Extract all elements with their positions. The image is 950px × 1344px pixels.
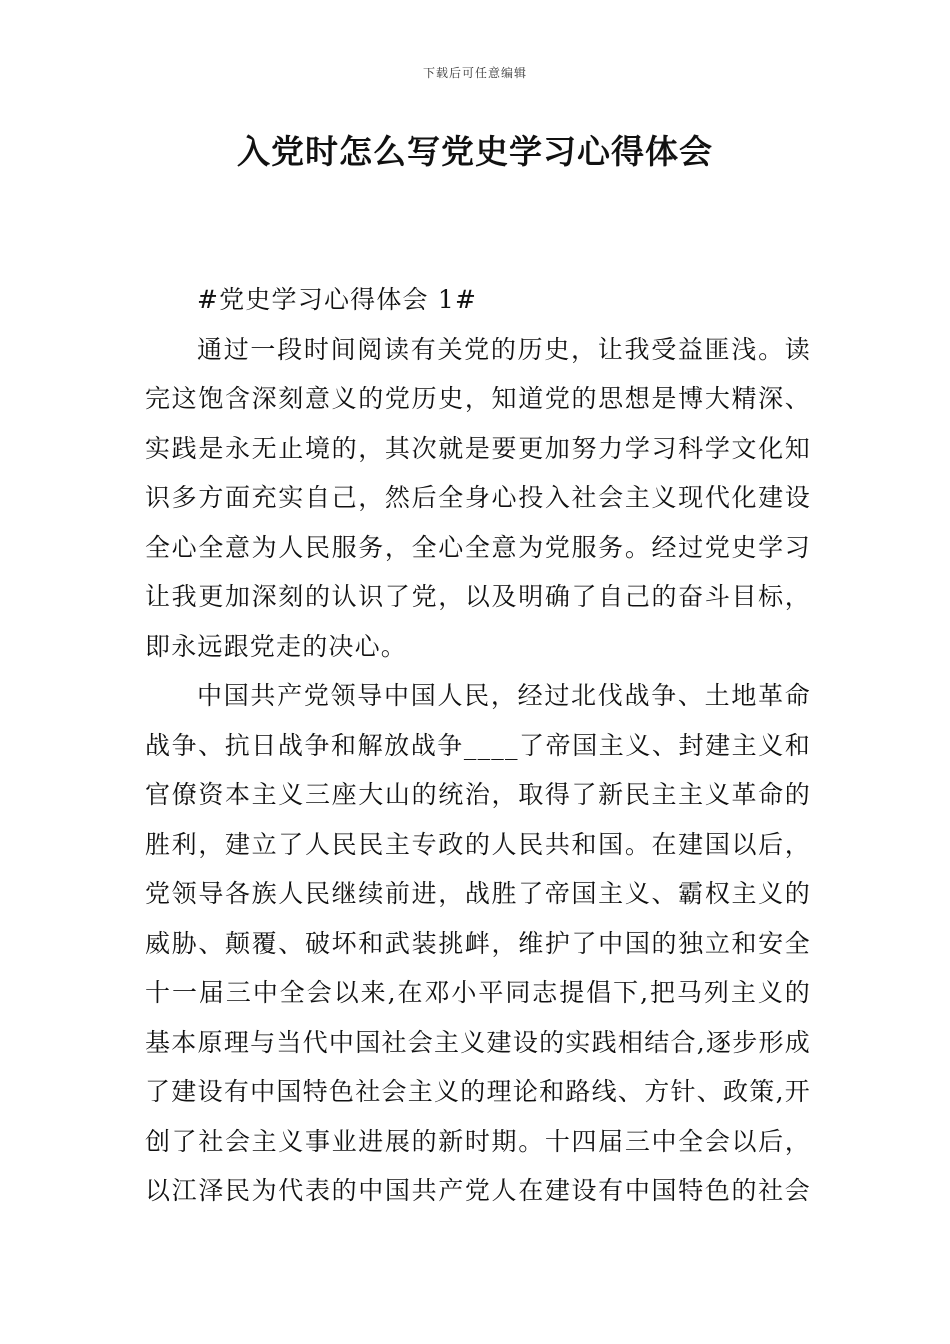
document-title: 入党时怎么写党史学习心得体会 [237,132,713,171]
body-text-line: 十一届三中全会以来,在邓小平同志提倡下,把马列主义的 [145,978,811,1007]
body-text-line: 创了社会主义事业进展的新时期。十四届三中全会以后， [145,1126,811,1156]
body-text-line: 完这饱含深刻意义的党历史，知道党的思想是博大精深、 [145,384,811,413]
document-body [145,282,811,1223]
body-text-line: 即永远跟党走的决心。 [145,631,408,661]
body-text-line: 以江泽民为代表的中国共产党人在建设有中国特色的社会 [145,1176,811,1205]
body-text-line: 官僚资本主义三座大山的统治，取得了新民主主义革命的 [145,780,811,809]
body-text-line: 通过一段时间阅读有关党的历史，让我受益匪浅。读 [197,334,811,364]
body-text-line: 中国共产党领导中国人民，经过北伐战争、土地革命 [197,681,811,710]
body-text-line: 实践是永无止境的，其次就是要更加努力学习科学文化知 [145,433,811,463]
body-text-line: 基本原理与当代中国社会主义建设的实践相结合,逐步形成 [145,1027,811,1057]
body-text-line: 识多方面充实自己，然后全身心投入社会主义现代化建设 [145,483,811,512]
body-text-line: 了建设有中国特色社会主义的理论和路线、方针、政策,开 [145,1077,811,1106]
body-text-line: 威胁、颠覆、破坏和武装挑衅，维护了中国的独立和安全 [145,928,811,958]
body-text-line: 胜利，建立了人民民主专政的人民共和国。在建国以后， [145,829,811,859]
header-note: 下载后可任意编辑 [422,66,527,80]
body-text-line: 党领导各族人民继续前进，战胜了帝国主义、霸权主义的 [145,879,811,908]
body-text-line: #党史学习心得体会 1# [197,285,478,314]
body-text-line: 战争、抗日战争和解放战争____了帝国主义、封建主义和 [145,730,811,760]
body-text-line: 让我更加深刻的认识了党，以及明确了自己的奋斗目标， [145,582,811,611]
body-text-line: 全心全意为人民服务，全心全意为党服务。经过党史学习 [145,532,811,562]
